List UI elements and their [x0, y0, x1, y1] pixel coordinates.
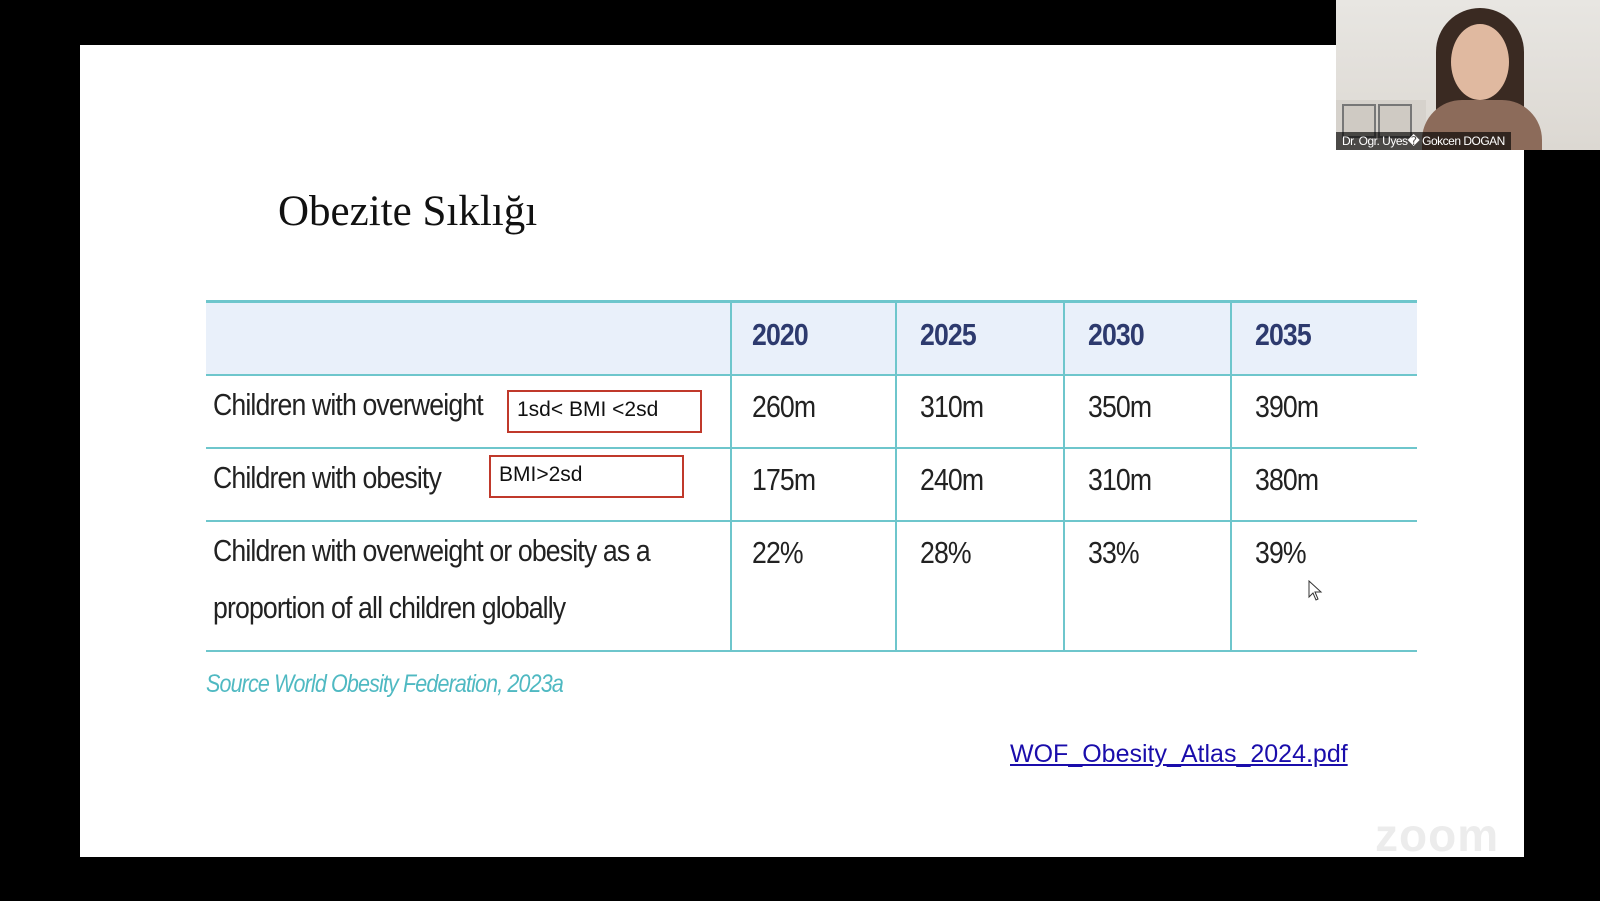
row-label-obesity: Children with obesity [213, 460, 441, 495]
cell-value: 310m [1088, 462, 1152, 497]
table-header-row [206, 303, 1417, 376]
header-2035: 2035 [1255, 317, 1311, 352]
cell-value: 260m [752, 389, 816, 424]
slide-title: Obezite Sıklığı [278, 188, 538, 235]
row-label-overweight: Children with overweight [213, 387, 483, 422]
cell-value: 33% [1088, 535, 1139, 570]
column-divider [895, 303, 897, 652]
header-2025: 2025 [920, 317, 976, 352]
pdf-link[interactable]: WOF_Obesity_Atlas_2024.pdf [1010, 740, 1348, 768]
source-citation: Source World Obesity Federation, 2023a [206, 670, 563, 698]
column-divider [1230, 303, 1232, 652]
cell-value: 22% [752, 535, 803, 570]
cell-value: 350m [1088, 389, 1152, 424]
row-label-proportion-line2: proportion of all children globally [213, 590, 566, 625]
annotation-box-obesity: BMI>2sd [489, 455, 684, 498]
cell-value: 175m [752, 462, 816, 497]
participant-face [1451, 24, 1509, 100]
column-divider [730, 303, 732, 652]
cell-value: 390m [1255, 389, 1319, 424]
annotation-box-overweight: 1sd< BMI <2sd [507, 390, 702, 433]
presentation-slide [80, 45, 1524, 857]
cell-value: 28% [920, 535, 971, 570]
header-2030: 2030 [1088, 317, 1144, 352]
column-divider [1063, 303, 1065, 652]
header-2020: 2020 [752, 317, 808, 352]
participant-name-label: Dr. Ogr. Uyes� Gokcen DOGAN [1336, 132, 1511, 150]
cell-value: 39% [1255, 535, 1306, 570]
cell-value: 380m [1255, 462, 1319, 497]
cell-value: 310m [920, 389, 984, 424]
cell-value: 240m [920, 462, 984, 497]
zoom-watermark: zoom [1375, 809, 1500, 861]
participant-video-tile[interactable] [1336, 0, 1600, 150]
row-label-proportion-line1: Children with overweight or obesity as a [213, 533, 650, 568]
